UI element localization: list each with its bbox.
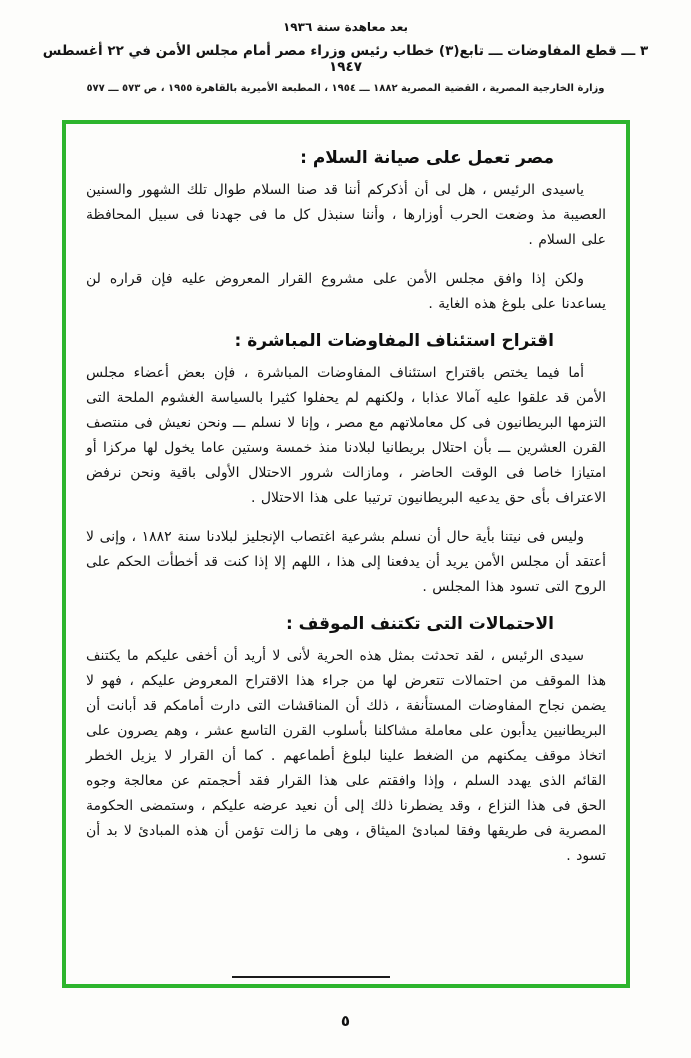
paragraph: وليس فى نيتنا بأية حال أن نسلم بشرعية اغتصاب الإنجليز لبلادنا سنة ١٨٨٢ ، وإنى لا أعتقد أن مجلس الأمن يريد أن يدفعنا إلى هذا ، اللهم إلا إذا كنت قد أخطأت الحكم على الروح التى تسود هذا المجلس . <box>86 529 606 595</box>
page-header <box>0 0 691 94</box>
header-source-citation: وزارة الخارجية المصرية ، القضية المصرية ١٨٨٢ ـــ ١٩٥٤ ، المطبعة الأميرية بالقاهرة ١٩٥٥ ، ص ٥٧٣ ـــ ٥٧٧ <box>86 83 605 94</box>
content-frame <box>62 120 630 988</box>
header-treaty-line: بعد معاهدة سنة ١٩٣٦ <box>282 20 409 34</box>
footer-divider <box>232 976 390 978</box>
paragraph: أما فيما يختص باقتراح استئناف المفاوضات المباشرة ، فإن بعض أعضاء مجلس الأمن قد علقوا عليه آمالا عذابا ، ولكنهم لم يحفلوا كثيرا بالسياسة الغشوم الملحة التى التزمها البريطانيون فى كل معاملاتهم مع مصر ، وإنا لا نسلم ـــ ونحن نعيش فى منتصف القرن العشرين ـــ بأن احتلال بريطانيا لبلادنا منذ خمسة وستين عاما يخول لها مركزا أو امتيازا خاصا فى الوقت الحاضر ، ومازالت شرور الاحتلال الأولى باقية ونحن نرفض الاعتراف بأى حق يدعيه البريطانيون ترتيبا على هذا الاحتلال . <box>86 365 606 506</box>
section-heading-possibilities: الاحتمالات التى تكتنف الموقف : <box>285 614 554 634</box>
paragraph: ياسيدى الرئيس ، هل لى أن أذكركم أننا قد صنا السلام طوال تلك الشهور والسنين العصيبة مذ وضعت الحرب أوزارها ، وأننا سنبذل كل ما فى جهدنا فى سبيل المحافظة على السلام . <box>86 182 606 248</box>
section-heading-peace: مصر تعمل على صيانة السلام : <box>300 148 554 168</box>
paragraph: سيدى الرئيس ، لقد تحدثت بمثل هذه الحرية لأنى لا أريد أن أخفى عليكم ما يكتنف هذا الموقف من احتمالات تتعرض لها من جراء هذا الاقتراح المعروض عليكم ، فهو لا يضمن نجاح المفاوضات المستأنفة ، ذلك أن المناقشات التى دارت أمامكم قد أبانت أن البريطانيين يدأبون على معاملة مشاكلنا بأسلوب القرن التاسع عشر ، وهم يصرون على اتخاذ موقف يمكنهم من الضغط علينا لبلوغ أطماعهم . كما أن القرار لا يزيل الخطر القائم الذى يهدد السلم ، وإذا وافقتم على هذا القرار فقد أحجمتم عن معالجة وجوه الحق فى هذا النزاع ، وقد يضطرنا ذلك إلى أن نعيد عرضه عليكم ، وستمضى الحكومة المصرية فى طريقها وفقا لمبادئ الميثاق ، وهى ما زالت تؤمن أن هذه المبادئ لا بد أن تسود . <box>86 648 606 864</box>
section-heading-negotiations: اقتراح استئناف المفاوضات المباشرة : <box>234 331 554 351</box>
page-number: ٥ <box>340 1012 351 1030</box>
header-title-line: ٣ ـــ قطع المفاوضات ـــ تابع(٣) خطاب رئيس وزراء مصر أمام مجلس الأمن في ٢٢ أغسطس ١٩٤٧ <box>42 43 649 75</box>
paragraph: ولكن إذا وافق مجلس الأمن على مشروع القرار المعروض عليه فإن قراره لن يساعدنا على بلوغ هذه الغاية . <box>86 271 606 312</box>
